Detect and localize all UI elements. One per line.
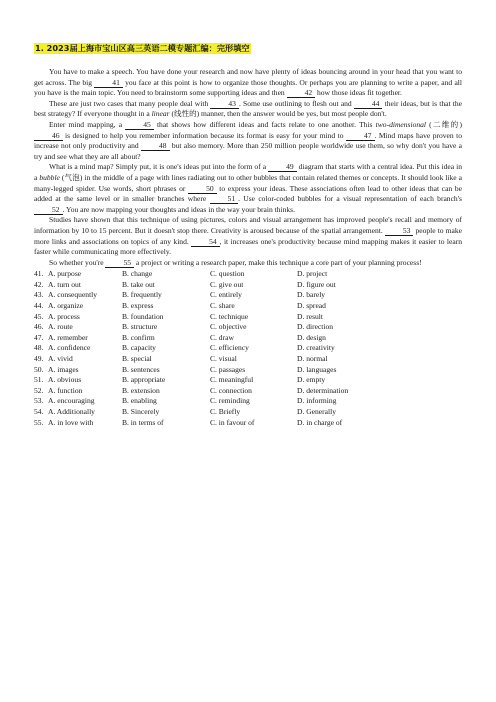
- option-a: A. images: [48, 364, 79, 374]
- option-a: A. vivid: [48, 354, 73, 364]
- blank-55: 55: [105, 259, 134, 268]
- option-a: A. turn out: [48, 279, 81, 289]
- option-b: B. appropriate: [122, 375, 166, 385]
- option-a: A. remember: [48, 332, 88, 342]
- option-a: A. encouraging: [48, 396, 95, 406]
- option-d: D. spread: [297, 301, 326, 311]
- option-a: A. consequently: [48, 290, 98, 300]
- paragraph-2: These are just two cases that many people deal with 43 . Some use outlining to flesh out and 44 their ideas, but is that the best strategy? If everyone thought in a linear (线性的) manner, then the answer would be yes, but most people don't.: [34, 98, 462, 119]
- paragraph-6: So whether you're 55 a project or writing a research paper, make this technique a core part of your planning process!: [49, 257, 422, 267]
- option-d: D. informing: [297, 396, 337, 406]
- option-d: D. determination: [297, 385, 349, 395]
- option-row-51: 51. A. obvious B. appropriate C. meaningful D. empty: [34, 375, 462, 386]
- option-c: C. passages: [210, 364, 246, 374]
- option-row-53: 53. A. encouraging B. enabling C. reminding D. informing: [34, 396, 462, 407]
- option-c: C. connection: [210, 385, 252, 395]
- option-c: C. objective: [210, 322, 247, 332]
- option-b: B. confirm: [122, 332, 155, 342]
- blank-42: 42: [287, 89, 316, 98]
- option-row-41: 41. A. purpose B. change C. question D. project: [34, 269, 462, 280]
- option-d: D. Generally: [297, 407, 336, 416]
- option-b: B. foundation: [122, 311, 164, 321]
- paragraph-3: Enter mind mapping, a 45 that shows how different ideas and facts relate to one another. This two-dimensional (二维的) 46 is designed to help you remember information because its format is easy for your mind to 47 . Mind maps have proven to increase not only productivity and 48 but also memory. More than 250 million people worldwide use them, so why don't you have a try and see what they are all about?: [34, 119, 462, 161]
- option-d: D. barely: [297, 290, 326, 300]
- option-b: B. Sincerely: [122, 407, 160, 416]
- option-c: C. technique: [210, 311, 249, 321]
- option-a: A. obvious: [48, 375, 82, 385]
- option-row-55: 55. A. in love with B. in terms of C. in favour of D. in charge of: [34, 418, 462, 429]
- option-c: C. reminding: [210, 396, 250, 406]
- option-b: B. change: [122, 269, 153, 279]
- option-b: B. take out: [122, 279, 155, 289]
- option-a: A. function: [48, 385, 83, 395]
- option-b: B. frequently: [122, 290, 162, 300]
- option-c: C. Briefly: [210, 407, 241, 416]
- option-c: C. visual: [210, 354, 237, 364]
- option-row-50: 50. A. images B. sentences C. passages D. languages: [34, 365, 462, 376]
- blank-52: 52: [34, 206, 63, 215]
- option-d: D. figure out: [297, 279, 336, 289]
- options-list: [34, 269, 462, 428]
- option-c: C. draw: [210, 332, 234, 342]
- option-a: A. route: [48, 322, 73, 332]
- option-c: C. entirely: [210, 290, 242, 300]
- option-d: D. normal: [297, 354, 328, 364]
- option-d: D. result: [297, 311, 323, 321]
- option-b: B. express: [122, 301, 154, 311]
- option-row-47: 47. A. remember B. confirm C. draw D. design: [34, 333, 462, 344]
- option-b: B. extension: [122, 385, 160, 395]
- option-d: D. project: [297, 269, 328, 279]
- option-row-44: 44. A. organize B. express C. share D. spread: [34, 301, 462, 312]
- option-row-54: 54. A. Additionally B. Sincerely C. Briefly D. Generally: [34, 407, 462, 418]
- option-b: B. special: [122, 354, 152, 364]
- option-a: A. confidence: [48, 343, 91, 353]
- option-d: D. languages: [297, 364, 337, 374]
- paragraph-1: You have to make a speech. You have done your research and now have plenty of ideas bouncing around in your head that you want to get across. The big 41 you face at this point is how to organize those thoughts. Or perhaps you are planning to write a paper, and all you have is the main topic. You need to brainstorm some supporting ideas and then 42 how those ideas fit together.: [34, 67, 462, 98]
- blank-46: 46: [34, 132, 63, 141]
- option-row-43: 43. A. consequently B. frequently C. entirely D. barely: [34, 290, 462, 301]
- option-c: C. question: [210, 269, 245, 279]
- paragraph-5: Studies have shown that this technique of using pictures, colors and visual arrangement has improved people's recall and memory of information by 10 to 15 percent. But it doesn't stop there. Creativity is aroused because of the spatial arrangement. 53 people to make more links and associations on topics of any kind. 54 , it increases one's productivity because mind mapping makes it easier to learn faster while communicating more effectively.: [34, 215, 462, 257]
- option-b: B. sentences: [122, 364, 160, 374]
- option-b: B. enabling: [122, 396, 157, 406]
- option-a: A. process: [48, 311, 80, 321]
- option-d: D. design: [297, 332, 326, 342]
- blank-41: 41: [94, 79, 123, 88]
- option-d: D. direction: [297, 322, 334, 332]
- option-b: B. in terms of: [122, 417, 164, 427]
- option-row-52: 52. A. function B. extension C. connection D. determination: [34, 386, 462, 397]
- blank-44: 44: [354, 100, 383, 109]
- option-c: C. give out: [210, 279, 244, 289]
- option-b: B. structure: [122, 322, 158, 332]
- blank-47: 47: [346, 132, 375, 141]
- blank-48: 48: [141, 142, 170, 151]
- blank-49: 49: [268, 163, 297, 172]
- option-a: A. Additionally: [48, 407, 95, 416]
- option-c: C. efficiency: [210, 343, 249, 353]
- option-row-48: 48. A. confidence B. capacity C. efficiency D. creativity: [34, 343, 462, 354]
- blank-45: 45: [125, 121, 154, 130]
- option-row-49: 49. A. vivid B. special C. visual D. normal: [34, 354, 462, 365]
- blank-51: 51: [210, 195, 239, 204]
- option-c: C. share: [210, 301, 235, 311]
- option-row-45: 45. A. process B. foundation C. technique D. result: [34, 312, 462, 323]
- option-b: B. capacity: [122, 343, 156, 353]
- document-title: 1. 2023届上海市宝山区高三英语二模专题汇编：完形填空: [35, 43, 250, 53]
- paragraph-4: What is a mind map? Simply put, it is one's ideas put into the form of a 49 diagram that starts with a central idea. Put this idea in a bubble (气泡) in the middle of a page with lines radiating out to other bubbles that contain related themes or concepts. It should look like a many-legged spider. Use words, short phrases or 50 to express your ideas. These associations often lead to other ideas that can be added at the same level or in smaller branches where 51 . Use color-coded bubbles for a visual representation of each branch's 52 . You are now mapping your thoughts and ideas in the way your brain thinks.: [34, 162, 462, 214]
- option-c: C. in favour of: [210, 417, 255, 427]
- option-a: A. in love with: [48, 417, 94, 427]
- document-page: [34, 38, 462, 428]
- option-row-46: 46. A. route B. structure C. objective D. direction: [34, 322, 462, 333]
- option-d: D. empty: [297, 375, 326, 385]
- option-row-42: 42. A. turn out B. take out C. give out D. figure out: [34, 280, 462, 291]
- option-a: A. purpose: [48, 269, 82, 279]
- blank-53: 53: [385, 227, 414, 236]
- blank-43: 43: [210, 100, 239, 109]
- option-a: A. organize: [48, 301, 84, 311]
- option-d: D. creativity: [297, 343, 335, 353]
- blank-54: 54: [191, 238, 220, 247]
- option-c: C. meaningful: [210, 375, 254, 385]
- blank-50: 50: [188, 185, 217, 194]
- option-d: D. in charge of: [297, 417, 343, 427]
